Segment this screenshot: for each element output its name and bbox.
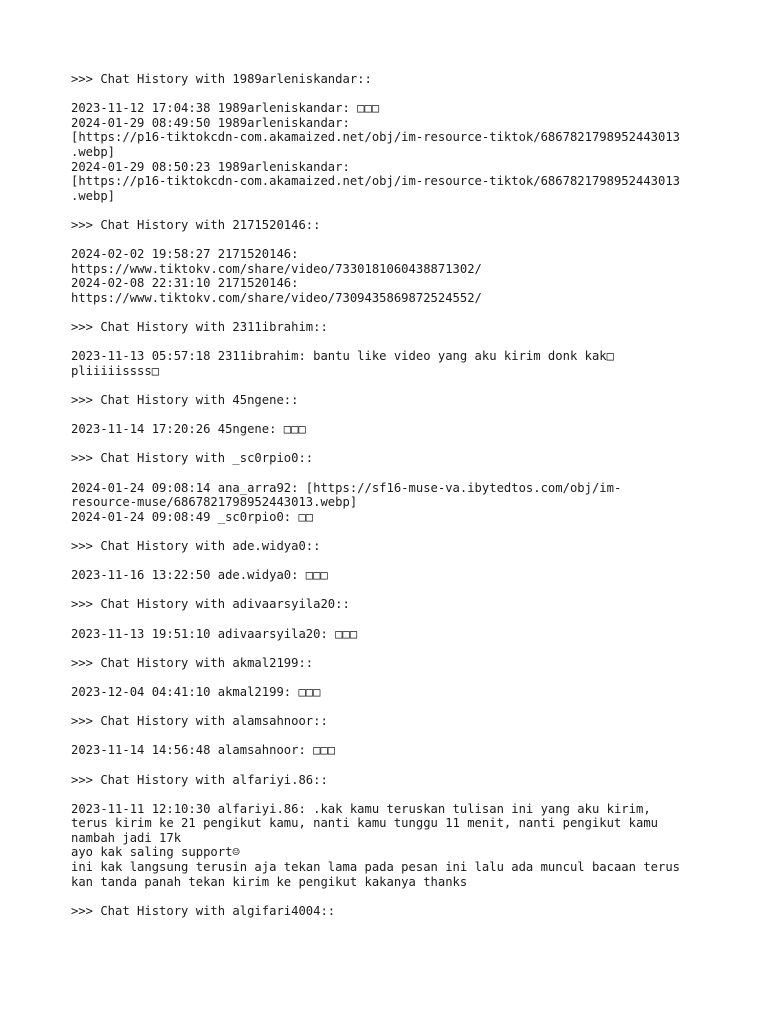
chat-section-header: >>> Chat History with akmal2199:: xyxy=(71,655,314,670)
chat-message: 2024-01-24 09:08:14 ana_arra92: [https://sf16-muse-va.ibytedtos.com/obj/im- resource-muse/6867821798952443013.webp] xyxy=(71,480,622,510)
chat-section-header: >>> Chat History with ade.widya0:: xyxy=(71,539,321,553)
chat-section xyxy=(71,218,711,306)
chat-message: 2023-12-04 04:41:10 akmal2199: □□□ xyxy=(71,684,321,699)
chat-message: 2024-01-29 08:49:50 1989arleniskandar: [https://p16-tiktokcdn-com.akamaized.net/obj/im-resource-tiktok/6867821798952443013 .webp] xyxy=(71,115,681,159)
chat-section-header: >>> Chat History with algifari4004:: xyxy=(71,903,336,918)
chat-message: 2024-01-29 08:50:23 1989arleniskandar: [https://p16-tiktokcdn-com.akamaized.net/obj/im-resource-tiktok/6867821798952443013 .webp] xyxy=(71,159,681,203)
chat-section xyxy=(71,904,711,919)
chat-section-header: >>> Chat History with 1989arleniskandar:: xyxy=(71,72,372,86)
chat-section-header: >>> Chat History with alfariyi.86:: xyxy=(71,772,328,787)
chat-message: 2023-11-12 17:04:38 1989arleniskandar: □□□ xyxy=(71,101,380,116)
chat-message: 2023-11-14 14:56:48 alamsahnoor: □□□ xyxy=(71,743,336,758)
chat-section xyxy=(71,393,711,437)
chat-section xyxy=(71,597,711,641)
chat-message: 2023-11-11 12:10:30 alfariyi.86: .kak kamu teruskan tulisan ini yang aku kirim, terus kirim ke 21 pengikut kamu, nanti kamu tunggu 11 menit, nanti pengikut kamu nambah jadi 17k ayo kak saling support☺ ini kak langsung terusin aja tekan lama pada pesan ini lalu ada muncul bacaan terus kan tanda panah tekan kirim ke pengikut kakanya thanks xyxy=(71,801,681,889)
chat-section-header: >>> Chat History with 2171520146:: xyxy=(71,217,321,232)
chat-message: 2024-02-08 22:31:10 2171520146: https://www.tiktokv.com/share/video/7309435869872524552/ xyxy=(71,276,482,305)
chat-section xyxy=(71,773,711,890)
chat-message: 2024-01-24 09:08:49 _sc0rpio0: □□ xyxy=(71,509,314,524)
chat-message: 2023-11-13 05:57:18 2311ibrahim: bantu like video yang aku kirim donk kak□ pliiiiissss□ xyxy=(71,349,614,378)
chat-message: 2023-11-14 17:20:26 45ngene: □□□ xyxy=(71,422,306,437)
chat-history-document xyxy=(71,72,711,933)
chat-section xyxy=(71,72,711,203)
chat-message: 2023-11-16 13:22:50 ade.widya0: □□□ xyxy=(71,568,328,583)
chat-section-header: >>> Chat History with _sc0rpio0:: xyxy=(71,451,314,466)
chat-section-header: >>> Chat History with 45ngene:: xyxy=(71,393,299,408)
chat-section xyxy=(71,714,711,758)
chat-section-header: >>> Chat History with 2311ibrahim:: xyxy=(71,320,328,335)
chat-section xyxy=(71,451,711,524)
chat-section xyxy=(71,656,711,700)
chat-message: 2024-02-02 19:58:27 2171520146: https://www.tiktokv.com/share/video/7330181060438871302/ xyxy=(71,247,482,276)
chat-section-header: >>> Chat History with adivaarsyila20:: xyxy=(71,597,350,612)
chat-section-header: >>> Chat History with alamsahnoor:: xyxy=(71,714,328,729)
chat-section xyxy=(71,320,711,378)
chat-section xyxy=(71,539,711,583)
chat-message: 2023-11-13 19:51:10 adivaarsyila20: □□□ xyxy=(71,626,358,641)
